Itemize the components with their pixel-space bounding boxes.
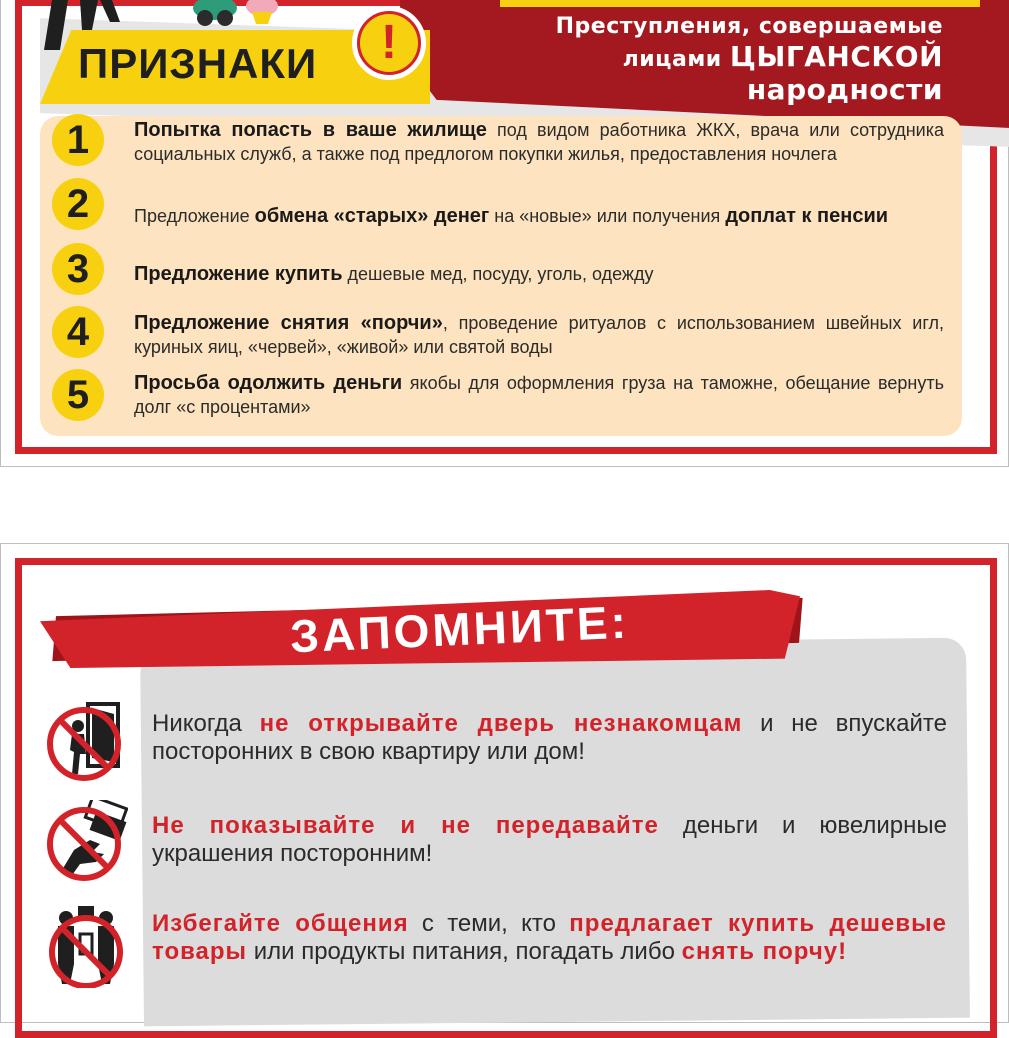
item-2-mid: на «новые» или получения	[489, 206, 726, 226]
list-item	[134, 371, 944, 419]
list-item	[134, 204, 944, 228]
item-5-text: якобы для оформления груза на таможне, обещание вернуть долг «с процентами»	[134, 373, 944, 417]
banner-line-1: Преступления, совершаемые	[555, 14, 943, 39]
title-priznaki: ПРИЗНАКИ	[78, 40, 318, 87]
item-4-bold: Предложение снятия «порчи»	[134, 312, 443, 334]
tip-item	[152, 812, 947, 868]
list-item	[134, 262, 944, 286]
banner-line-2b: ЦЫГАНСКОЙ	[729, 40, 943, 73]
item-number-1: 1	[52, 114, 104, 166]
item-number-3: 3	[52, 243, 104, 295]
top-yellow-strip	[500, 0, 980, 7]
item-1-text: под видом работника ЖКХ, врача или сотрудника социальных служб, а также под предлогом покупки жилья, предоставления ночлега	[134, 120, 944, 164]
tip-3-red3: снять порчу!	[681, 938, 848, 965]
item-3-text: дешевые мед, посуду, уголь, одежду	[342, 264, 654, 284]
item-5-bold: Просьба одолжить деньги	[134, 372, 403, 394]
tip-2-post: деньги и ювелирные украшения посторонним!	[152, 812, 947, 867]
list-item	[134, 118, 944, 166]
no-trade-icon	[44, 904, 128, 988]
item-number-4: 4	[52, 306, 104, 358]
item-2-pre: Предложение	[134, 206, 255, 226]
tip-2-red: Не показывайте и не передавайте	[152, 812, 659, 839]
item-1-bold: Попытка попасть в ваше жилище	[134, 119, 487, 141]
item-2-bold: обмена «старых» денег	[254, 205, 490, 227]
tip-1-pre: Никогда	[152, 710, 260, 737]
no-door-icon	[44, 698, 128, 782]
item-4-text: , проведение ритуалов с использованием швейных игл, куриных яиц, «червей», «живой» или святой воды	[134, 313, 944, 357]
tip-3-post2: или продукты питания, погадать либо	[247, 938, 682, 965]
item-number-2: 2	[52, 178, 104, 230]
no-money-icon	[44, 800, 128, 884]
tip-3-post: с теми, кто	[408, 910, 570, 937]
tip-item	[152, 710, 947, 766]
banner-line-3: народности	[746, 73, 943, 106]
exclamation-icon: !	[360, 14, 418, 72]
banner-line-2a: лицами	[622, 47, 730, 72]
tip-1-post: и не впускайте посторонних в свою квартиру или дом!	[152, 710, 947, 765]
item-3-bold: Предложение купить	[134, 263, 343, 285]
tip-3-red: Избегайте общения	[152, 910, 409, 937]
item-2-bold2: доплат к пенсии	[725, 205, 889, 227]
banner-title	[483, 12, 943, 108]
list-item	[134, 311, 944, 359]
tip-3-red2: предлагает купить дешевые товары	[152, 910, 947, 965]
item-number-5: 5	[52, 369, 104, 421]
tip-1-red: не открывайте дверь незнакомцам	[259, 710, 743, 737]
title-zapomnite: ЗАПОМНИТЕ:	[289, 595, 630, 663]
tip-item	[152, 910, 947, 966]
